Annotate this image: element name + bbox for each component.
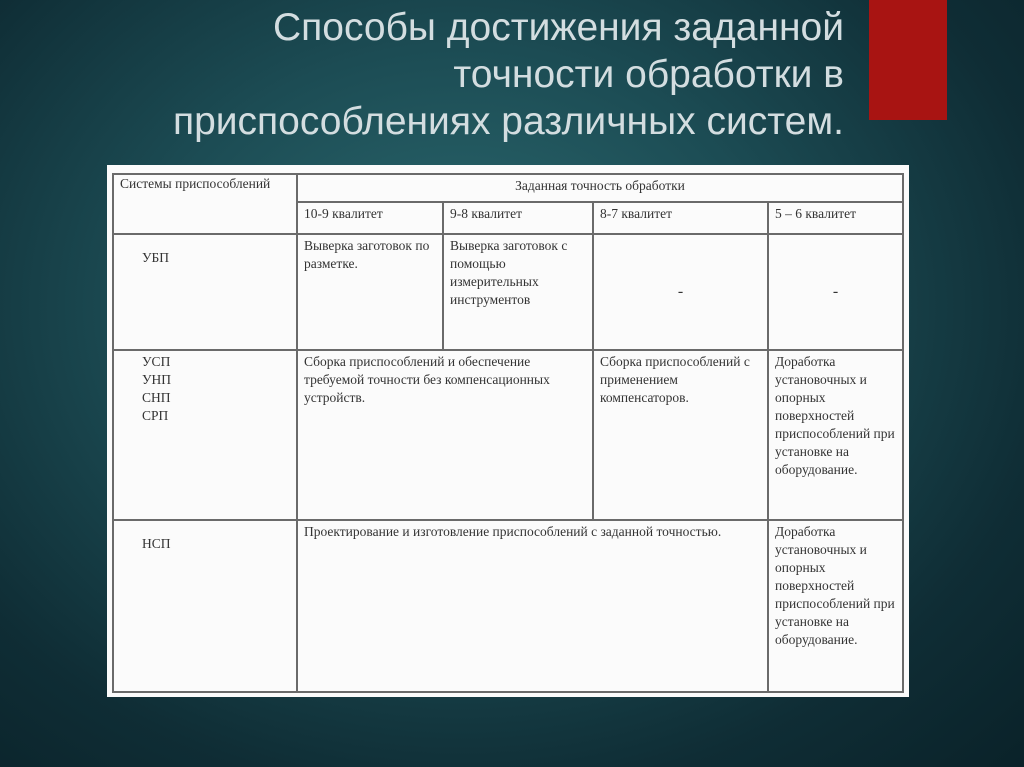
system-code: НСП	[142, 536, 171, 551]
grade-9-8: 9-8 квалитет	[443, 202, 593, 234]
table-row	[113, 350, 903, 520]
row-cell: Доработка установочных и опорных поверхностей приспособлений при установке на оборудование.	[768, 350, 903, 520]
system-code: СРП	[142, 408, 169, 423]
row-cell: Выверка заготовок с помощью измерительных инструментов	[443, 234, 593, 350]
row-cell: Проектирование и изготовление приспособлений с заданной точностью.	[297, 520, 768, 692]
system-code: УБП	[142, 250, 170, 265]
row-systems	[113, 520, 297, 692]
grade-10-9: 10-9 квалитет	[297, 202, 443, 234]
grade-5-6: 5 – 6 квалитет	[768, 202, 903, 234]
grade-8-7: 8-7 квалитет	[593, 202, 768, 234]
row-cell-dash: -	[768, 234, 903, 350]
table-row	[113, 520, 903, 692]
slide-title	[144, 4, 844, 145]
system-code: СНП	[142, 390, 171, 405]
header-precision: Заданная точность обработки	[297, 174, 903, 202]
header-systems: Системы приспособлений	[113, 174, 297, 234]
row-cell: Сборка приспособлений и обеспечение требуемой точности без компенсационных устройств.	[297, 350, 593, 520]
system-code: УНП	[142, 372, 172, 387]
title-line-2: точности обработки в	[453, 53, 844, 96]
system-code: УСП	[142, 354, 171, 369]
row-systems	[113, 350, 297, 520]
row-cell: Доработка установочных и опорных поверхностей приспособлений при установке на оборудование.	[768, 520, 903, 692]
row-cell: Выверка заготовок по разметке.	[297, 234, 443, 350]
row-cell: Сборка приспособлений с применением компенсаторов.	[593, 350, 768, 520]
header-row	[113, 174, 903, 202]
row-systems	[113, 234, 297, 350]
accent-block	[869, 0, 947, 120]
row-cell-dash: -	[593, 234, 768, 350]
title-line-1: Способы достижения заданной	[272, 6, 844, 49]
table-row	[113, 234, 903, 350]
title-line-3: приспособлениях различных систем.	[172, 100, 844, 143]
table-image	[107, 165, 909, 697]
precision-table	[112, 173, 904, 693]
